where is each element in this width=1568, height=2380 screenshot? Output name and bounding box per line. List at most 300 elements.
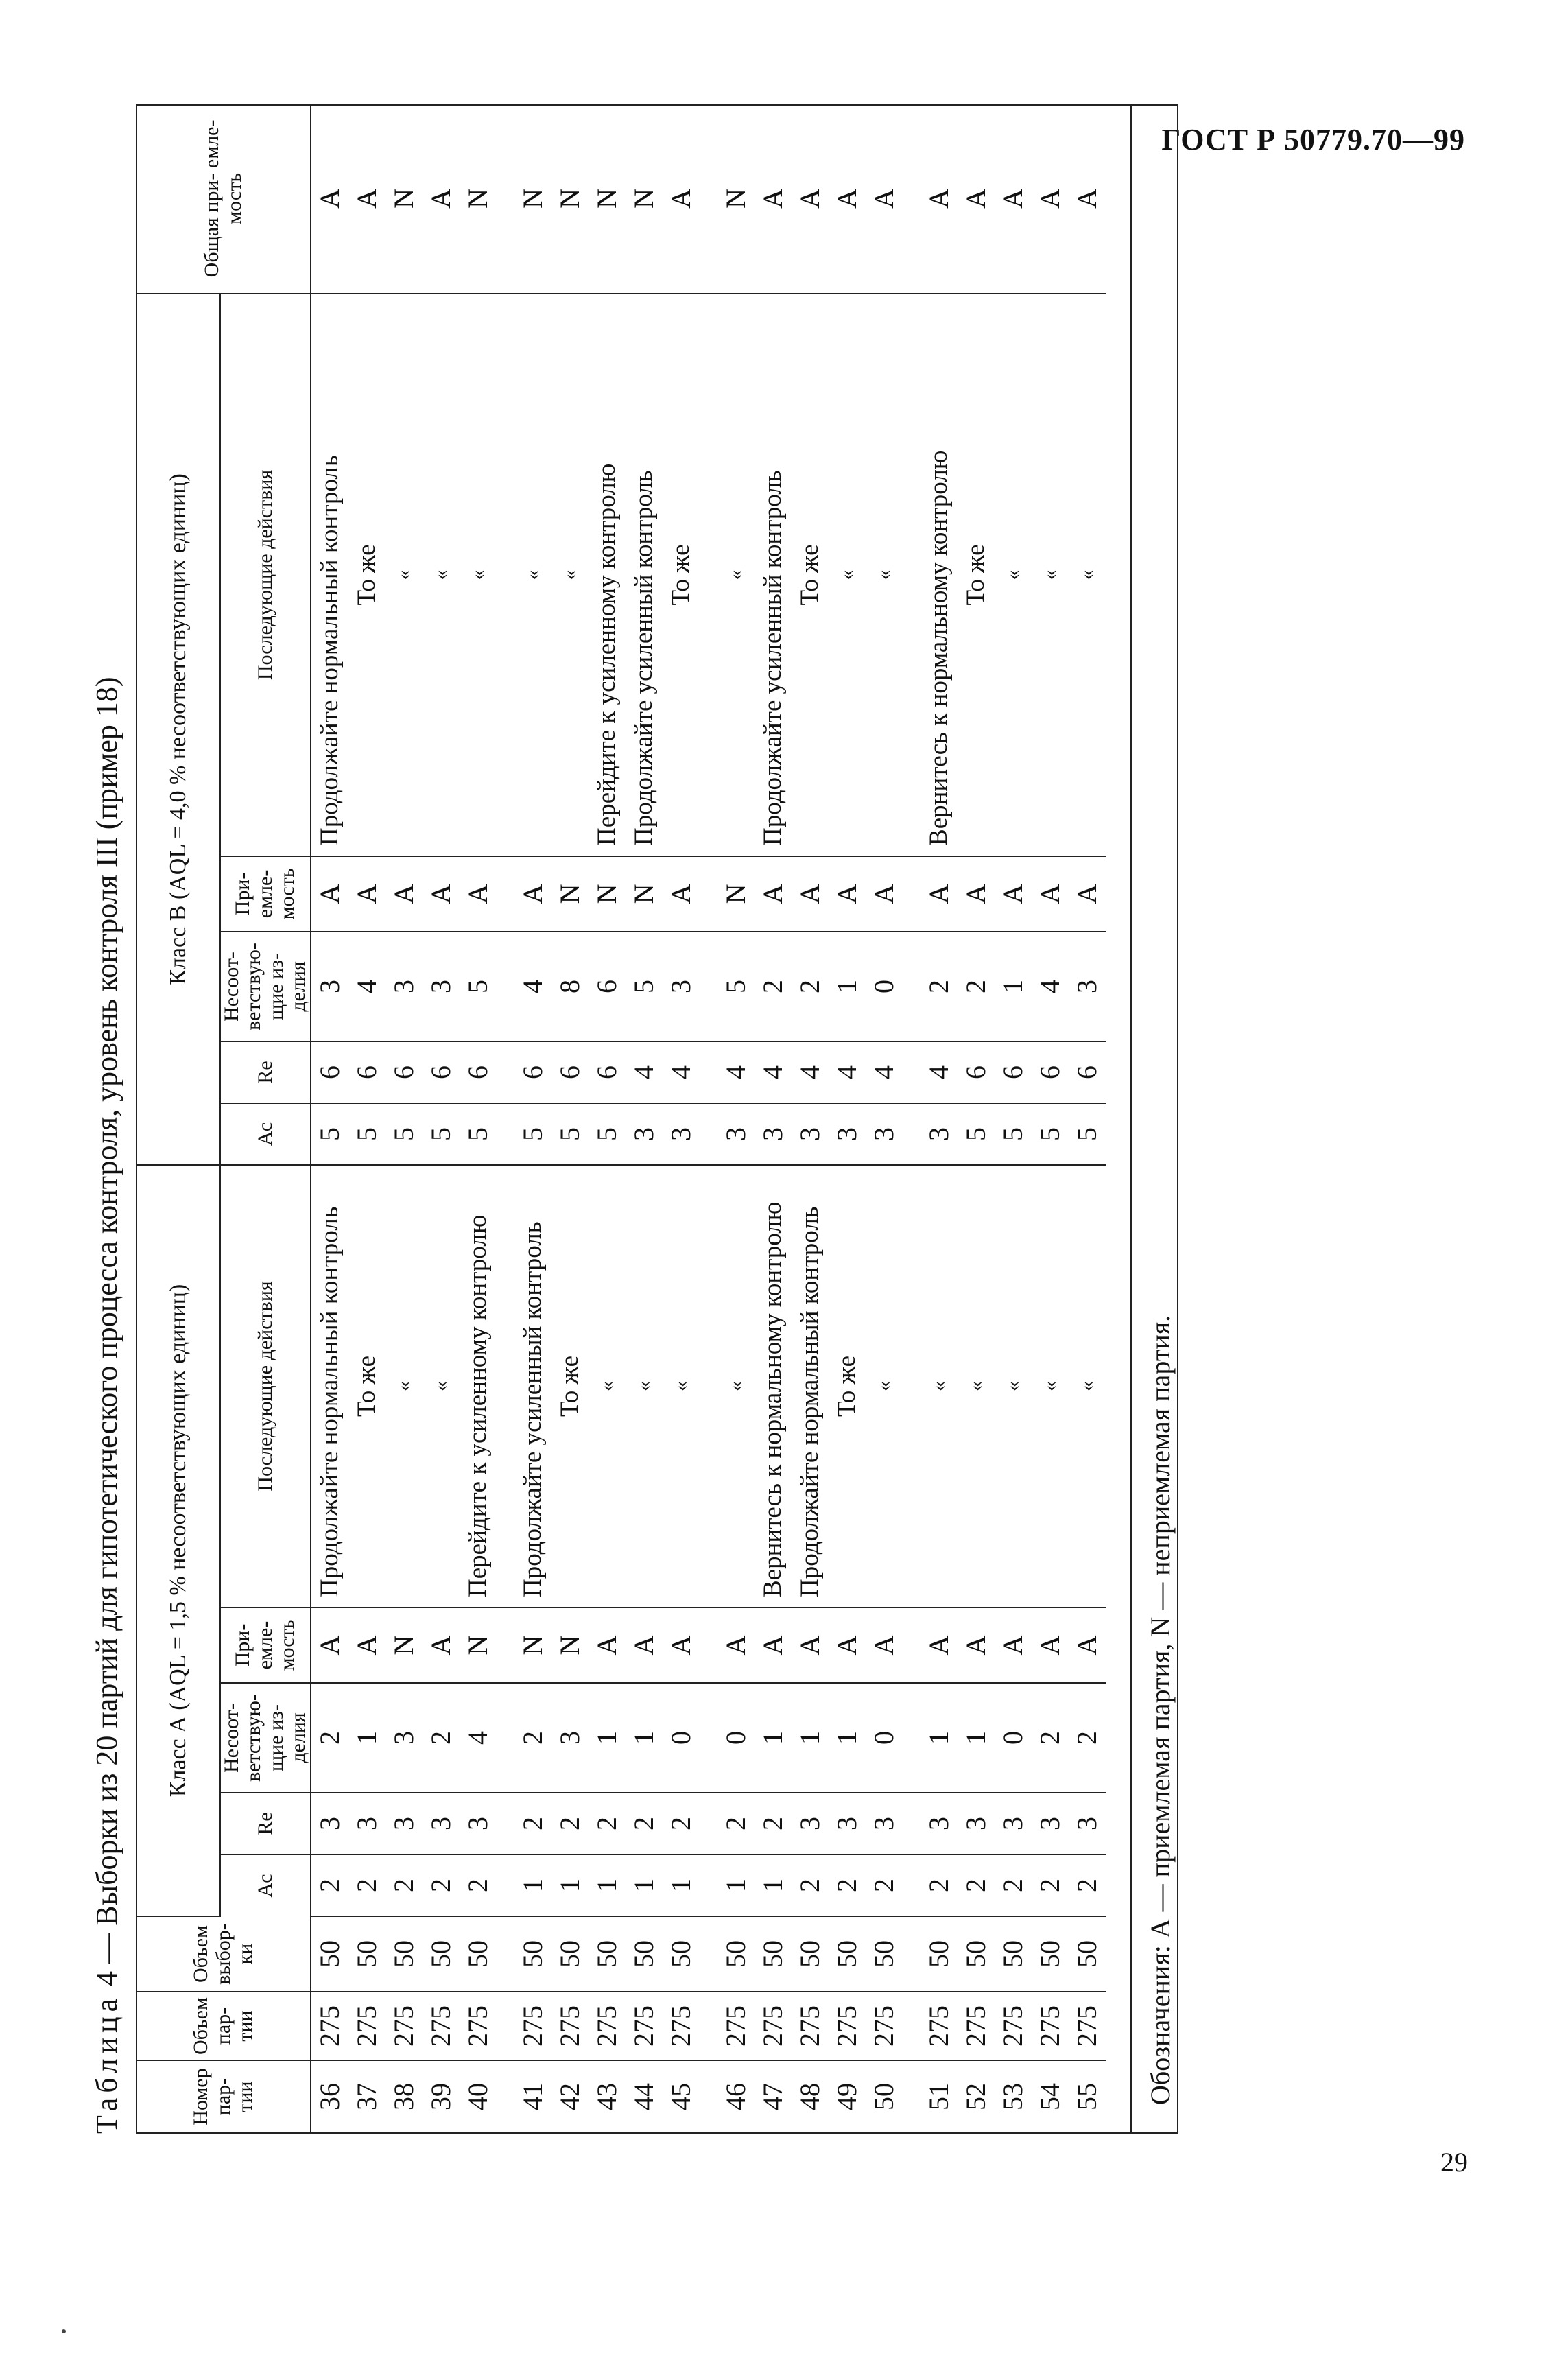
cell-a-acceptability: A xyxy=(995,1607,1032,1683)
cell-b-acceptability: A xyxy=(866,856,903,932)
cell-a-action: « xyxy=(423,1165,460,1607)
cell-b-ac: 3 xyxy=(755,1103,792,1165)
cell-b-re: 6 xyxy=(423,1041,460,1103)
cell-a-ac: 1 xyxy=(497,1854,551,1916)
cell-b-nonconforming: 3 xyxy=(311,932,348,1041)
cell-a-action: « xyxy=(1069,1165,1106,1607)
cell-a-nonconforming: 2 xyxy=(423,1683,460,1793)
cell-a-nonconforming: 3 xyxy=(385,1683,423,1793)
cell-a-acceptability: A xyxy=(700,1607,755,1683)
cell-a-nonconforming: 1 xyxy=(589,1683,626,1793)
table-body xyxy=(311,104,1106,2132)
cell-sample-size: 50 xyxy=(348,1916,385,1992)
cell-overall: A xyxy=(903,104,958,294)
cell-b-ac: 5 xyxy=(423,1103,460,1165)
cell-b-re: 6 xyxy=(958,1041,995,1103)
cell-a-re: 3 xyxy=(995,1793,1032,1854)
cell-b-action: « xyxy=(1069,294,1106,856)
cell-sample-size: 50 xyxy=(829,1916,866,1992)
legend-note: Обозначения: А — приемлемая партия, N — неприемлемая партия. xyxy=(1130,106,1176,2132)
cell-a-acceptability: A xyxy=(663,1607,700,1683)
cell-b-re: 6 xyxy=(497,1041,551,1103)
cell-b-ac: 5 xyxy=(551,1103,589,1165)
cell-sample-size: 50 xyxy=(1032,1916,1069,1992)
cell-overall: A xyxy=(663,104,700,294)
cell-b-re: 4 xyxy=(903,1041,958,1103)
cell-overall: A xyxy=(1032,104,1069,294)
cell-b-action: « xyxy=(866,294,903,856)
cell-lot-size: 275 xyxy=(348,1992,385,2060)
cell-a-action: То же xyxy=(551,1165,589,1607)
cell-b-nonconforming: 8 xyxy=(551,932,589,1041)
cell-a-re: 3 xyxy=(1069,1793,1106,1854)
cell-a-re: 3 xyxy=(866,1793,903,1854)
cell-b-nonconforming: 3 xyxy=(423,932,460,1041)
header-b-nonconforming: Несоот- ветствую- щие из- делия xyxy=(220,932,311,1041)
cell-b-acceptability: A xyxy=(497,856,551,932)
caption-text: — Выборки из 20 партий для гипотетического процесса контроля, уровень контроля III (пример 18) xyxy=(90,676,123,1964)
cell-b-ac: 3 xyxy=(829,1103,866,1165)
cell-a-nonconforming: 2 xyxy=(1032,1683,1069,1793)
cell-lot-number: 48 xyxy=(794,2083,826,2110)
cell-a-action: « xyxy=(700,1165,755,1607)
cell-a-ac: 2 xyxy=(903,1854,958,1916)
cell-a-nonconforming: 1 xyxy=(903,1683,958,1793)
cell-b-re: 6 xyxy=(385,1041,423,1103)
cell-sample-size: 50 xyxy=(551,1916,589,1992)
cell-a-action: « xyxy=(903,1165,958,1607)
cell-a-acceptability: A xyxy=(903,1607,958,1683)
header-b-ac: Ас xyxy=(220,1103,311,1165)
cell-a-nonconforming: 0 xyxy=(700,1683,755,1793)
cell-a-ac: 2 xyxy=(1032,1854,1069,1916)
cell-b-nonconforming: 3 xyxy=(1069,932,1106,1041)
cell-a-ac: 2 xyxy=(1069,1854,1106,1916)
cell-b-acceptability: A xyxy=(958,856,995,932)
cell-overall: N xyxy=(589,104,626,294)
cell-overall: N xyxy=(385,104,423,294)
cell-a-ac: 2 xyxy=(995,1854,1032,1916)
cell-b-acceptability: N xyxy=(626,856,663,932)
cell-lot-number: 46 xyxy=(720,2083,752,2110)
cell-a-acceptability: A xyxy=(755,1607,792,1683)
header-a-acceptability: При- емле- мость xyxy=(220,1607,311,1683)
cell-b-ac: 5 xyxy=(589,1103,626,1165)
cell-lot-number: 36 xyxy=(314,2083,346,2110)
cell-b-acceptability: A xyxy=(385,856,423,932)
cell-b-action: « xyxy=(700,294,755,856)
table-caption xyxy=(89,676,124,2134)
cell-a-acceptability: A xyxy=(348,1607,385,1683)
cell-lot-size: 275 xyxy=(385,1992,423,2060)
cell-a-nonconforming: 1 xyxy=(792,1683,829,1793)
cell-b-re: 6 xyxy=(311,1041,348,1103)
cell-lot-size: 275 xyxy=(460,1992,497,2060)
samples-table xyxy=(137,104,1106,2132)
cell-lot-size: 275 xyxy=(589,1992,626,2060)
cell-a-re: 2 xyxy=(663,1793,700,1854)
cell-lot-number: 44 xyxy=(628,2083,660,2110)
cell-a-acceptability: A xyxy=(1069,1607,1106,1683)
header-overall: Общая при- емле- мость xyxy=(137,104,311,294)
cell-b-action: Перейдите к усиленному контролю xyxy=(589,294,626,856)
cell-a-nonconforming: 2 xyxy=(497,1683,551,1793)
cell-lot-number: 37 xyxy=(351,2083,383,2110)
cell-b-nonconforming: 4 xyxy=(497,932,551,1041)
cell-sample-size: 50 xyxy=(995,1916,1032,1992)
table-row xyxy=(311,104,348,2132)
cell-a-re: 2 xyxy=(497,1793,551,1854)
cell-a-action: Продолжайте усиленный контроль xyxy=(497,1165,551,1607)
cell-b-action: То же xyxy=(663,294,700,856)
cell-b-action: « xyxy=(551,294,589,856)
cell-b-acceptability: N xyxy=(700,856,755,932)
cell-sample-size: 50 xyxy=(700,1916,755,1992)
cell-a-action: « xyxy=(866,1165,903,1607)
cell-b-acceptability: A xyxy=(829,856,866,932)
cell-a-re: 3 xyxy=(1032,1793,1069,1854)
rotated-table-block xyxy=(89,103,1200,2134)
table-row xyxy=(497,104,551,2132)
cell-sample-size: 50 xyxy=(460,1916,497,1992)
table-row xyxy=(700,104,755,2132)
table-row xyxy=(460,104,497,2132)
table-row xyxy=(551,104,589,2132)
cell-a-re: 3 xyxy=(792,1793,829,1854)
cell-a-nonconforming: 1 xyxy=(958,1683,995,1793)
cell-lot-size: 275 xyxy=(1032,1992,1069,2060)
cell-a-action: « xyxy=(995,1165,1032,1607)
cell-a-ac: 1 xyxy=(626,1854,663,1916)
cell-b-re: 4 xyxy=(866,1041,903,1103)
cell-b-action: Продолжайте усиленный контроль xyxy=(755,294,792,856)
cell-b-nonconforming: 2 xyxy=(958,932,995,1041)
cell-sample-size: 50 xyxy=(903,1916,958,1992)
cell-lot-number: 54 xyxy=(1034,2083,1066,2110)
cell-lot-size: 275 xyxy=(551,1992,589,2060)
cell-a-acceptability: A xyxy=(829,1607,866,1683)
cell-b-action: « xyxy=(995,294,1032,856)
cell-b-action: « xyxy=(497,294,551,856)
cell-a-nonconforming: 0 xyxy=(866,1683,903,1793)
cell-a-ac: 2 xyxy=(348,1854,385,1916)
cell-b-re: 4 xyxy=(700,1041,755,1103)
cell-overall: N xyxy=(551,104,589,294)
cell-b-re: 6 xyxy=(1069,1041,1106,1103)
cell-b-nonconforming: 4 xyxy=(348,932,385,1041)
cell-b-ac: 5 xyxy=(1069,1103,1106,1165)
cell-overall: A xyxy=(792,104,829,294)
cell-a-nonconforming: 4 xyxy=(460,1683,497,1793)
cell-lot-size: 275 xyxy=(958,1992,995,2060)
cell-b-ac: 3 xyxy=(792,1103,829,1165)
cell-a-nonconforming: 3 xyxy=(551,1683,589,1793)
cell-a-nonconforming: 0 xyxy=(995,1683,1032,1793)
cell-overall: A xyxy=(829,104,866,294)
cell-a-ac: 2 xyxy=(311,1854,348,1916)
header-a-ac: Ас xyxy=(220,1854,311,1916)
cell-b-acceptability: N xyxy=(589,856,626,932)
cell-a-acceptability: N xyxy=(460,1607,497,1683)
cell-lot-number: 49 xyxy=(831,2083,863,2110)
table-row xyxy=(1069,104,1106,2132)
cell-b-action: « xyxy=(423,294,460,856)
table-row xyxy=(385,104,423,2132)
header-lot-number: Номер пар- тии xyxy=(137,2060,311,2132)
cell-a-re: 3 xyxy=(311,1793,348,1854)
cell-a-nonconforming: 2 xyxy=(1069,1683,1106,1793)
cell-b-acceptability: A xyxy=(348,856,385,932)
table-row xyxy=(663,104,700,2132)
table-row xyxy=(995,104,1032,2132)
cell-a-ac: 1 xyxy=(551,1854,589,1916)
cell-a-re: 3 xyxy=(460,1793,497,1854)
cell-b-nonconforming: 5 xyxy=(700,932,755,1041)
cell-b-ac: 5 xyxy=(958,1103,995,1165)
cell-a-re: 2 xyxy=(551,1793,589,1854)
caption-label: Таблица xyxy=(90,1993,123,2134)
cell-a-nonconforming: 1 xyxy=(626,1683,663,1793)
cell-a-nonconforming: 1 xyxy=(829,1683,866,1793)
cell-b-ac: 5 xyxy=(995,1103,1032,1165)
table-row xyxy=(792,104,829,2132)
table-row xyxy=(829,104,866,2132)
cell-a-re: 3 xyxy=(423,1793,460,1854)
cell-a-acceptability: A xyxy=(423,1607,460,1683)
cell-overall: N xyxy=(497,104,551,294)
cell-b-action: « xyxy=(829,294,866,856)
cell-b-nonconforming: 4 xyxy=(1032,932,1069,1041)
cell-a-acceptability: A xyxy=(626,1607,663,1683)
cell-b-acceptability: A xyxy=(423,856,460,932)
cell-b-re: 6 xyxy=(460,1041,497,1103)
cell-lot-number: 38 xyxy=(388,2083,420,2110)
cell-lot-number: 50 xyxy=(868,2083,900,2110)
cell-a-action: Продолжайте нормальный контроль xyxy=(792,1165,829,1607)
cell-a-ac: 1 xyxy=(755,1854,792,1916)
cell-b-re: 4 xyxy=(829,1041,866,1103)
cell-a-acceptability: A xyxy=(792,1607,829,1683)
cell-b-acceptability: N xyxy=(551,856,589,932)
cell-b-action: Продолжайте усиленный контроль xyxy=(626,294,663,856)
cell-b-action: То же xyxy=(348,294,385,856)
cell-lot-number: 43 xyxy=(591,2083,623,2110)
cell-overall: A xyxy=(995,104,1032,294)
cell-b-ac: 3 xyxy=(903,1103,958,1165)
cell-b-re: 6 xyxy=(589,1041,626,1103)
cell-a-acceptability: N xyxy=(551,1607,589,1683)
table-row xyxy=(626,104,663,2132)
cell-b-nonconforming: 5 xyxy=(626,932,663,1041)
cell-sample-size: 50 xyxy=(792,1916,829,1992)
cell-a-ac: 2 xyxy=(829,1854,866,1916)
cell-b-ac: 5 xyxy=(311,1103,348,1165)
cell-a-acceptability: A xyxy=(866,1607,903,1683)
cell-a-action: « xyxy=(589,1165,626,1607)
header-sample-size: Объем выбор- ки xyxy=(137,1916,311,1992)
cell-b-ac: 5 xyxy=(497,1103,551,1165)
cell-a-ac: 2 xyxy=(423,1854,460,1916)
cell-b-action: Вернитесь к нормальному контролю xyxy=(903,294,958,856)
cell-a-acceptability: N xyxy=(385,1607,423,1683)
cell-b-acceptability: A xyxy=(663,856,700,932)
cell-lot-size: 275 xyxy=(700,1992,755,2060)
cell-b-nonconforming: 2 xyxy=(755,932,792,1041)
cell-a-acceptability: N xyxy=(497,1607,551,1683)
cell-a-acceptability: A xyxy=(311,1607,348,1683)
table-row xyxy=(755,104,792,2132)
cell-lot-number: 47 xyxy=(757,2083,789,2110)
page-number: 29 xyxy=(1440,2147,1468,2178)
cell-a-action: Вернитесь к нормальному контролю xyxy=(755,1165,792,1607)
cell-a-nonconforming: 2 xyxy=(311,1683,348,1793)
cell-a-ac: 1 xyxy=(700,1854,755,1916)
cell-sample-size: 50 xyxy=(423,1916,460,1992)
table-row xyxy=(958,104,995,2132)
cell-sample-size: 50 xyxy=(663,1916,700,1992)
cell-sample-size: 50 xyxy=(589,1916,626,1992)
cell-a-acceptability: A xyxy=(589,1607,626,1683)
cell-a-action: « xyxy=(958,1165,995,1607)
cell-a-ac: 2 xyxy=(460,1854,497,1916)
cell-lot-size: 275 xyxy=(755,1992,792,2060)
cell-sample-size: 50 xyxy=(958,1916,995,1992)
cell-lot-number: 51 xyxy=(923,2083,955,2110)
cell-b-re: 6 xyxy=(551,1041,589,1103)
cell-overall: A xyxy=(958,104,995,294)
header-a-re: Re xyxy=(220,1793,311,1854)
cell-lot-size: 275 xyxy=(792,1992,829,2060)
cell-b-acceptability: A xyxy=(995,856,1032,932)
cell-lot-number: 45 xyxy=(665,2083,697,2110)
cell-lot-size: 275 xyxy=(995,1992,1032,2060)
header-b-re: Re xyxy=(220,1041,311,1103)
cell-a-re: 2 xyxy=(755,1793,792,1854)
table-row xyxy=(348,104,385,2132)
cell-lot-number: 39 xyxy=(425,2083,457,2110)
cell-lot-size: 275 xyxy=(829,1992,866,2060)
cell-a-action: « xyxy=(626,1165,663,1607)
cell-b-acceptability: A xyxy=(1032,856,1069,932)
cell-b-acceptability: A xyxy=(903,856,958,932)
cell-b-nonconforming: 1 xyxy=(995,932,1032,1041)
cell-overall: N xyxy=(460,104,497,294)
cell-b-nonconforming: 2 xyxy=(903,932,958,1041)
cell-a-nonconforming: 1 xyxy=(755,1683,792,1793)
scan-speck xyxy=(62,2329,66,2333)
cell-lot-size: 275 xyxy=(423,1992,460,2060)
cell-lot-size: 275 xyxy=(311,1992,348,2060)
cell-overall: A xyxy=(755,104,792,294)
cell-b-action: Продолжайте нормальный контроль xyxy=(311,294,348,856)
cell-b-re: 4 xyxy=(626,1041,663,1103)
cell-lot-size: 275 xyxy=(626,1992,663,2060)
cell-sample-size: 50 xyxy=(626,1916,663,1992)
cell-a-action: То же xyxy=(348,1165,385,1607)
cell-b-acceptability: A xyxy=(792,856,829,932)
cell-b-re: 6 xyxy=(995,1041,1032,1103)
header-a-actions: Последующие действия xyxy=(220,1165,311,1607)
cell-b-nonconforming: 5 xyxy=(460,932,497,1041)
cell-a-action: « xyxy=(385,1165,423,1607)
cell-overall: A xyxy=(311,104,348,294)
cell-b-re: 6 xyxy=(1032,1041,1069,1103)
cell-overall: A xyxy=(866,104,903,294)
cell-overall: N xyxy=(626,104,663,294)
cell-b-action: « xyxy=(460,294,497,856)
cell-b-re: 4 xyxy=(792,1041,829,1103)
table-row xyxy=(423,104,460,2132)
cell-b-nonconforming: 0 xyxy=(866,932,903,1041)
header-class-a: Класс А (AQL = 1,5 % несоответствующих единиц) xyxy=(137,1165,220,1916)
cell-b-acceptability: A xyxy=(311,856,348,932)
header-class-b: Класс В (AQL = 4,0 % несоответствующих единиц) xyxy=(137,294,220,1165)
cell-b-ac: 3 xyxy=(866,1103,903,1165)
cell-sample-size: 50 xyxy=(755,1916,792,1992)
cell-sample-size: 50 xyxy=(497,1916,551,1992)
cell-lot-number: 41 xyxy=(517,2083,549,2110)
table-row xyxy=(903,104,958,2132)
cell-overall: A xyxy=(348,104,385,294)
cell-a-ac: 2 xyxy=(792,1854,829,1916)
cell-a-re: 2 xyxy=(589,1793,626,1854)
cell-sample-size: 50 xyxy=(385,1916,423,1992)
cell-a-action: « xyxy=(663,1165,700,1607)
cell-a-re: 3 xyxy=(385,1793,423,1854)
cell-a-ac: 2 xyxy=(866,1854,903,1916)
cell-a-action: Перейдите к усиленному контролю xyxy=(460,1165,497,1607)
cell-a-nonconforming: 1 xyxy=(348,1683,385,1793)
cell-a-action: То же xyxy=(829,1165,866,1607)
table-frame xyxy=(136,104,1178,2134)
cell-lot-number: 55 xyxy=(1071,2083,1103,2110)
cell-a-re: 3 xyxy=(348,1793,385,1854)
cell-b-action: То же xyxy=(958,294,995,856)
cell-a-acceptability: A xyxy=(1032,1607,1069,1683)
cell-b-re: 6 xyxy=(348,1041,385,1103)
cell-lot-size: 275 xyxy=(497,1992,551,2060)
cell-lot-size: 275 xyxy=(903,1992,958,2060)
cell-lot-size: 275 xyxy=(663,1992,700,2060)
cell-a-re: 3 xyxy=(958,1793,995,1854)
cell-b-acceptability: A xyxy=(460,856,497,932)
header-b-acceptability: При- емле- мость xyxy=(220,856,311,932)
cell-a-re: 3 xyxy=(829,1793,866,1854)
header-a-nonconforming: Несоот- ветствую- щие из- делия xyxy=(220,1683,311,1793)
cell-b-ac: 3 xyxy=(626,1103,663,1165)
cell-lot-number: 52 xyxy=(960,2083,992,2110)
cell-b-ac: 5 xyxy=(1032,1103,1069,1165)
cell-b-re: 4 xyxy=(755,1041,792,1103)
cell-b-ac: 5 xyxy=(385,1103,423,1165)
cell-a-ac: 1 xyxy=(589,1854,626,1916)
cell-a-action: « xyxy=(1032,1165,1069,1607)
caption-number: 4 xyxy=(90,1970,123,1986)
cell-overall: N xyxy=(700,104,755,294)
cell-a-re: 2 xyxy=(700,1793,755,1854)
cell-a-nonconforming: 0 xyxy=(663,1683,700,1793)
cell-b-re: 4 xyxy=(663,1041,700,1103)
cell-b-nonconforming: 3 xyxy=(385,932,423,1041)
cell-b-nonconforming: 3 xyxy=(663,932,700,1041)
cell-a-action: Продолжайте нормальный контроль xyxy=(311,1165,348,1607)
table-row xyxy=(589,104,626,2132)
cell-overall: A xyxy=(423,104,460,294)
cell-b-ac: 5 xyxy=(460,1103,497,1165)
table-row xyxy=(1032,104,1069,2132)
cell-a-acceptability: A xyxy=(958,1607,995,1683)
cell-sample-size: 50 xyxy=(866,1916,903,1992)
